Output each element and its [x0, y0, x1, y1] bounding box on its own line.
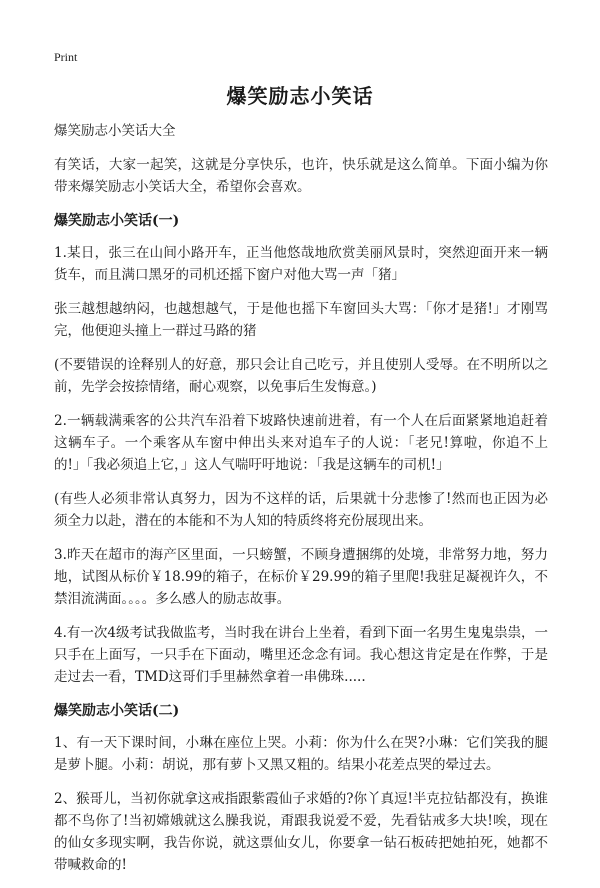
joke-paragraph: 1.某日，张三在山间小路开车，正当他悠哉地欣赏美丽风景时，突然迎面开来一辆货车，而且满口黑牙的司机还摇下窗户对他大骂一声「猪」: [54, 245, 548, 283]
print-link[interactable]: Print: [54, 50, 78, 64]
joke-paragraph: 3.昨天在超市的海产区里面，一只螃蟹，不顾身遭捆绑的处境，非常努力地，努力地，试图从标价￥18.99的箱子，在标价￥29.99的箱子里爬!我驻足凝视许久，不禁泪流满面。。。。多么感人的励志故事。: [54, 547, 548, 607]
joke-paragraph: 4.有一次4级考试我做监考，当时我在讲台上坐着，看到下面一名男生鬼鬼祟祟，一只手在上面写，一只手在下面动，嘴里还念念有词。我心想这肯定是在作弊，于是走过去一看，TMD这哥们手里赫然拿着一串佛珠.....: [54, 625, 548, 685]
joke-paragraph: (有些人必须非常认真努力，因为不这样的话，后果就十分悲惨了!然而也正因为必须全力以赴，潜在的本能和不为人知的特质终将充份展现出来。: [54, 491, 548, 529]
joke-paragraph: (不要错误的诠释别人的好意，那只会让自己吃亏，并且使别人受辱。在不明所以之前，先学会按捺情绪，耐心观察，以免事后生发悔意。): [54, 357, 548, 395]
joke-paragraph: 2、猴哥儿，当初你就拿这戒指跟紫霞仙子求婚的?你丫真逗!半克拉钻都没有，换谁都不鸟你了!当初嫦娥就这么臊我说，甭跟我说爱不爱，先看钻戒多大块!唉，现在的仙女多现实啊，我告你说，就这票仙女儿，你要拿一钻石板砖把她拍死，她都不带喊救命的!: [54, 791, 548, 873]
page-title: 爆笑励志小笑话: [226, 84, 374, 108]
joke-paragraph: 1、有一天下课时间，小琳在座位上哭。小莉：你为什么在哭?小琳：它们笑我的腿是萝卜腿。小莉：胡说，那有萝卜又黑又粗的。结果小花差点哭的晕过去。: [54, 735, 548, 773]
article-body: [54, 120, 548, 888]
intro-paragraph: 有笑话，大家一起笑，这就是分享快乐，也许，快乐就是这么简单。下面小编为你带来爆笑励志小笑话大全，希望你会喜欢。: [54, 157, 548, 195]
joke-paragraph: 2.一辆载满乘客的公共汽车沿着下坡路快速前进着，有一个人在后面紧紧地追赶着这辆车子。一个乘客从车窗中伸出头来对追车子的人说：「老兄!算啦，你追不上的!」「我必须追上它，」这人气喘吁吁地说：「我是这辆车的司机!」: [54, 413, 548, 473]
section-heading-1: 爆笑励志小笑话(一): [54, 213, 180, 229]
joke-paragraph: 张三越想越纳闷，也越想越气，于是他也摇下车窗回头大骂：「你才是猪!」才刚骂完，他便迎头撞上一群过马路的猪: [54, 301, 548, 339]
section-heading-2: 爆笑励志小笑话(二): [54, 703, 180, 719]
article-subtitle: 爆笑励志小笑话大全: [54, 123, 176, 139]
